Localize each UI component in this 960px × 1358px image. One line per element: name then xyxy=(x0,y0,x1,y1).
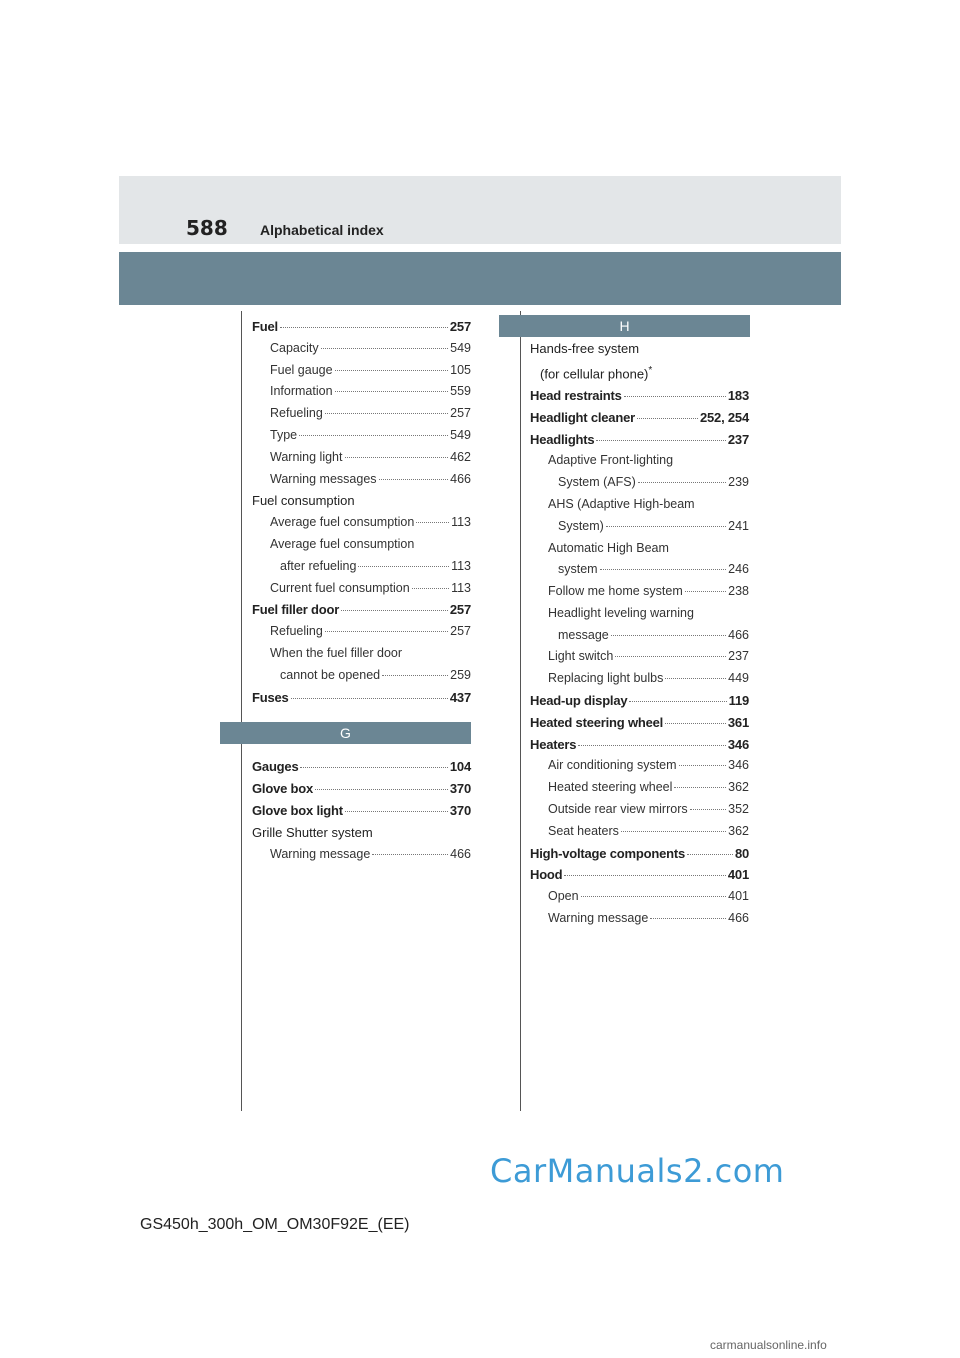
index-column-left xyxy=(252,316,471,865)
index-subentry-text: Automatic High Beam xyxy=(548,540,669,555)
document-code: GS450h_300h_OM_OM30F92E_(EE) xyxy=(140,1216,410,1233)
index-subentry-text: Headlight leveling warning xyxy=(548,605,694,620)
index-subentry[interactable]: Warning message 466 xyxy=(270,846,471,861)
index-column-right xyxy=(530,338,749,930)
index-entry-hands-free: Hands-free system xyxy=(530,341,640,356)
page-number: 588 xyxy=(186,216,228,240)
index-subentry[interactable]: system 246 xyxy=(558,562,749,577)
index-subentry[interactable]: Follow me home system 238 xyxy=(548,584,749,599)
index-subentry-text: Average fuel consumption xyxy=(270,536,415,551)
left-column-rule xyxy=(241,311,242,1111)
section-title: Alphabetical index xyxy=(260,222,384,238)
index-subentry[interactable]: Replacing light bulbs 449 xyxy=(548,671,749,686)
index-subentry[interactable]: Heated steering wheel 362 xyxy=(548,780,749,795)
index-entry-fuses[interactable]: Fuses 437 xyxy=(252,689,471,705)
index-entry-head-up-display[interactable]: Head-up display 119 xyxy=(530,693,749,709)
index-subentry[interactable]: Refueling 257 xyxy=(270,624,471,639)
index-entry-gauges[interactable]: Gauges 104 xyxy=(252,759,471,775)
index-entry-headlights[interactable]: Headlights 237 xyxy=(530,431,749,447)
index-entry-hood[interactable]: Hood 401 xyxy=(530,867,749,883)
index-subentry[interactable]: Warning light 462 xyxy=(270,449,471,464)
index-entry-fuel-consumption: Fuel consumption xyxy=(252,493,355,509)
index-entry-hands-free-cont: (for cellular phone)* xyxy=(540,364,653,382)
index-subentry[interactable]: Type 549 xyxy=(270,427,471,442)
index-subentry[interactable]: after refueling 113 xyxy=(280,558,471,573)
index-subentry[interactable]: cannot be opened 259 xyxy=(280,667,471,682)
index-subentry[interactable]: Open 401 xyxy=(548,889,749,904)
index-subentry[interactable]: Current fuel consumption 113 xyxy=(270,580,471,595)
index-subentry[interactable]: Light switch 237 xyxy=(548,649,749,664)
index-subentry[interactable]: Information 559 xyxy=(270,384,471,399)
index-subentry[interactable]: message 466 xyxy=(558,627,749,642)
watermark-bottom: carmanualsonline.info xyxy=(710,1338,827,1352)
index-entry-fuel[interactable]: Fuel 257 xyxy=(252,319,471,334)
index-entry-heated-steering-wheel[interactable]: Heated steering wheel 361 xyxy=(530,714,749,730)
index-subentry[interactable]: Warning message 466 xyxy=(548,911,749,926)
watermark-logo: CarManuals2.com xyxy=(490,1152,785,1190)
header-band xyxy=(119,252,841,305)
index-subentry[interactable]: System) 241 xyxy=(558,518,749,533)
index-subentry[interactable]: Outside rear view mirrors 352 xyxy=(548,802,749,817)
index-subentry[interactable]: Seat heaters 362 xyxy=(548,823,749,838)
right-column-rule xyxy=(520,311,521,1111)
index-entry-glove-box-light[interactable]: Glove box light 370 xyxy=(252,802,471,818)
index-subentry[interactable]: Warning messages 466 xyxy=(270,471,471,486)
index-entry-glove-box[interactable]: Glove box 370 xyxy=(252,781,471,797)
index-subentry[interactable]: Fuel gauge 105 xyxy=(270,362,471,377)
index-entry-high-voltage[interactable]: High-voltage components 80 xyxy=(530,845,749,861)
index-subentry[interactable]: Air conditioning system 346 xyxy=(548,758,749,773)
index-subentry-text: AHS (Adaptive High-beam xyxy=(548,496,695,511)
index-entry-head-restraints[interactable]: Head restraints 183 xyxy=(530,387,749,403)
letter-heading-h: H xyxy=(499,315,750,337)
index-subentry-text: When the fuel filler door xyxy=(270,645,403,660)
footnote-asterisk: * xyxy=(648,364,653,376)
index-entry-headlight-cleaner[interactable]: Headlight cleaner 252, 254 xyxy=(530,409,749,425)
index-entry-fuel-filler-door[interactable]: Fuel filler door 257 xyxy=(252,602,471,618)
index-entry-grille-shutter: Grille Shutter system xyxy=(252,824,373,840)
index-subentry-text: Adaptive Front-lighting xyxy=(548,453,674,468)
letter-heading-g: G xyxy=(220,722,471,744)
index-entry-heaters[interactable]: Heaters 346 xyxy=(530,736,749,752)
index-subentry[interactable]: Refueling 257 xyxy=(270,406,471,421)
index-subentry[interactable]: System (AFS) 239 xyxy=(558,475,749,490)
index-subentry[interactable]: Average fuel consumption 113 xyxy=(270,515,471,530)
index-subentry[interactable]: Capacity 549 xyxy=(270,340,471,355)
